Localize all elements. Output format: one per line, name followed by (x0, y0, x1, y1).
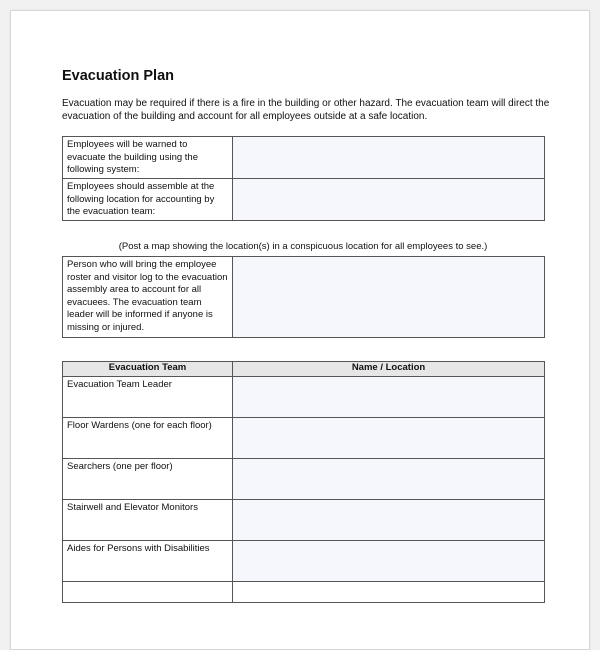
table-row (63, 582, 545, 603)
table-row (63, 377, 545, 418)
roster-person-field[interactable] (233, 257, 545, 338)
warning-system-field[interactable] (233, 137, 545, 179)
assembly-location-label: Employees should assemble at the following location for accounting by the evacuation team: (63, 179, 233, 221)
stairwell-monitors-field[interactable] (233, 500, 545, 541)
table-row (63, 179, 545, 221)
role-stairwell-monitors: Stairwell and Elevator Monitors (63, 500, 233, 541)
map-note: (Post a map showing the location(s) in a conspicuous location for all employees to see.) (118, 241, 488, 252)
disability-aides-field[interactable] (233, 541, 545, 582)
document-page (10, 10, 590, 650)
header-name-location: Name / Location (233, 362, 545, 377)
role-floor-wardens: Floor Wardens (one for each floor) (63, 418, 233, 459)
extra-field[interactable] (233, 582, 545, 603)
role-extra[interactable] (63, 582, 233, 603)
team-leader-field[interactable] (233, 377, 545, 418)
intro-paragraph: Evacuation may be required if there is a fire in the building or other hazard. The evacuation team will direct the evacuation of the building and account for all employees outside at a safe location. (62, 98, 550, 122)
evacuation-team-table (62, 361, 545, 603)
warning-system-label: Employees will be warned to evacuate the building using the following system: (63, 137, 233, 179)
header-evacuation-team: Evacuation Team (63, 362, 233, 377)
role-disability-aides: Aides for Persons with Disabilities (63, 541, 233, 582)
assembly-location-field[interactable] (233, 179, 545, 221)
table-row (63, 459, 545, 500)
roster-person-label: Person who will bring the employee roster and visitor log to the evacuation assembly area to account for all evacuees. The evacuation team leader will be informed if anyone is missing or injured. (63, 257, 233, 338)
table-row (63, 137, 545, 179)
table-row (63, 418, 545, 459)
table-row (63, 500, 545, 541)
floor-wardens-field[interactable] (233, 418, 545, 459)
role-team-leader: Evacuation Team Leader (63, 377, 233, 418)
page-title: Evacuation Plan (62, 68, 175, 84)
roster-table (62, 256, 545, 338)
table-row (63, 257, 545, 338)
warning-assembly-table (62, 136, 545, 221)
searchers-field[interactable] (233, 459, 545, 500)
table-header-row (63, 362, 545, 377)
table-row (63, 541, 545, 582)
role-searchers: Searchers (one per floor) (63, 459, 233, 500)
